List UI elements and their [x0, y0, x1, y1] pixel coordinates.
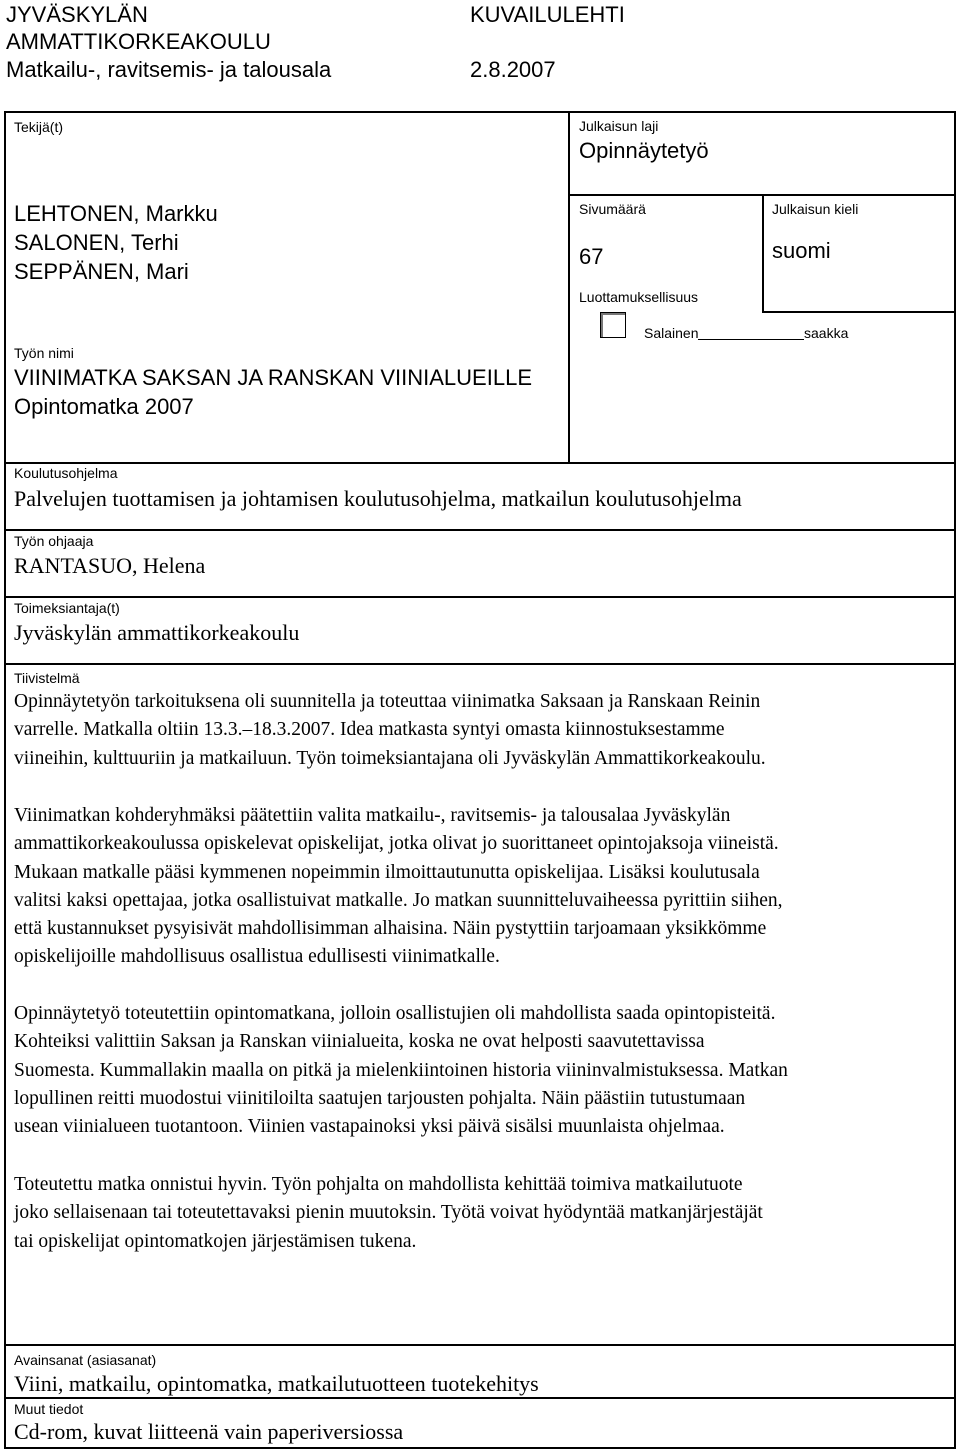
publication-type-value: Opinnäytetyö [579, 138, 709, 163]
title-line1: VIINIMATKA SAKSAN JA RANSKAN VIINIALUEILLE [14, 365, 532, 390]
abstract-line: viineihin, kulttuuriin ja matkailuun. Työn toimeksiantajana oli Jyväskylän Ammattikorkeakoulu. [14, 747, 766, 769]
other-info-value: Cd-rom, kuvat liitteenä vain paperiversiossa [14, 1419, 404, 1444]
author-3: SEPPÄNEN, Mari [14, 259, 189, 284]
info-box-divider [568, 111, 570, 464]
abstract-line: että kustannukset pysyisivät mahdollisimman alhaisina. Näin pystyttiin tarjoamaan yksikkömme [14, 918, 767, 940]
author-2: SALONEN, Terhi [14, 230, 179, 255]
commissioner-label: Toimeksiantaja(t) [14, 600, 120, 616]
language-value: suomi [772, 238, 831, 263]
abstract-line: ammattikorkeakoulussa opiskelevat opiskelijat, jotka olivat jo suorittaneet opintojaksoja viineistä. [14, 833, 779, 855]
confidentiality-label: Luottamuksellisuus [579, 289, 699, 305]
pages-label: Sivumäärä [579, 201, 646, 217]
abstract-paragraph-2 [14, 802, 948, 972]
abstract-line: Toteutettu matka onnistui hyvin. Työn pohjalta on mahdollista kehittää toimiva matkailutuote [14, 1174, 743, 1195]
title-line2: Opintomatka 2007 [14, 394, 194, 419]
supervisor-label: Työn ohjaaja [14, 533, 94, 549]
document-date: 2.8.2007 [470, 57, 556, 82]
secret-checkbox[interactable] [600, 312, 626, 338]
programme-label: Koulutusohjelma [14, 465, 118, 481]
pages-value: 67 [579, 244, 604, 269]
pages-language-divider [762, 194, 764, 312]
until-label: saakka [804, 325, 849, 341]
secret-until-field[interactable] [698, 339, 804, 340]
document-type: KUVAILULEHTI [470, 2, 625, 27]
programme-value: Palvelujen tuottamisen ja johtamisen koulutusohjelma, matkailun koulutusohjelma [14, 486, 742, 511]
abstract-label: Tiivistelmä [14, 670, 80, 686]
abstract-line: Mukaan matkalle pääsi kymmenen nopeimmin ilmoittautunutta opiskelijaa. Lisäksi koulutusala [14, 861, 760, 883]
abstract-line: Kohteiksi valittiin Saksan ja Ranskan viinialueita, koska ne ovat helposti saavutettavissa [14, 1031, 705, 1053]
abstract-line: Opinnäytetyö toteutettiin opintomatkana, jolloin osallistujien oli mahdollista saada opintopisteitä. [14, 1003, 776, 1024]
abstract-paragraph-4 [14, 1171, 948, 1256]
keywords-value: Viini, matkailu, opintomatka, matkailutuotteen tuotekehitys [14, 1371, 539, 1396]
supervisor-value: RANTASUO, Helena [14, 553, 206, 578]
title-label: Työn nimi [14, 345, 74, 361]
abstract-paragraph-1 [14, 688, 948, 773]
abstract-paragraph-3 [14, 1000, 948, 1141]
keywords-label: Avainsanat (asiasanat) [14, 1352, 157, 1368]
commissioner-value: Jyväskylän ammattikorkeakoulu [14, 620, 300, 645]
abstract-line: joko sellaisenaan tai toteutettavaksi pienin muutoksin. Työtä voivat hyödyntää matkanjärjestäjät [14, 1202, 763, 1224]
abstract-line: varrelle. Matkalla oltiin 13.3.–18.3.2007. Idea matkasta syntyi omasta kiinnostuksestamme [14, 719, 725, 741]
publication-type-label: Julkaisun laji [579, 118, 659, 134]
language-bottom-divider [762, 311, 956, 313]
abstract-line: lopullinen reitti muodostui viinitiloilta saatujen tarjousten pohjalta. Näin päästiin tutustumaan [14, 1087, 746, 1109]
abstract-line: Opinnäytetyön tarkoituksena oli suunnitella ja toteuttaa viinimatka Saksaan ja Ranskaan Reinin [14, 691, 761, 712]
abstract-line: usean viinialueen tuotantoon. Viinien vastapainoksi yksi päivä sisälsi muunlaista ohjelmaa. [14, 1116, 725, 1138]
abstract-line: Viinimatkan kohderyhmäksi päätettiin valita matkailu-, ravitsemis- ja talousalaa Jyväskylän [14, 805, 731, 826]
abstract-line: tai opiskelijat opintomatkojen järjestämisen tukena. [14, 1230, 417, 1252]
institution-name-line2: AMMATTIKORKEAKOULU [6, 29, 271, 54]
abstract-line: valitsi kaksi opettajaa, jotka osallistuivat matkalle. Jo matkan suunnitteluvaiheessa pyrittiin siihen, [14, 889, 783, 911]
abstract-line: Suomesta. Kummallakin maalla on pitkä ja mielenkiintoinen historia viininvalmistuksessa. Matkan [14, 1059, 788, 1081]
institution-name-line1: JYVÄSKYLÄN [6, 2, 148, 27]
author-1: LEHTONEN, Markku [14, 201, 218, 226]
authors-label: Tekijä(t) [14, 119, 64, 135]
secret-label: Salainen [644, 325, 699, 341]
other-info-label: Muut tiedot [14, 1401, 84, 1417]
department-name: Matkailu-, ravitsemis- ja talousala [6, 57, 332, 82]
language-label: Julkaisun kieli [772, 201, 859, 217]
abstract-line: opiskelijoille mahdollisuus osallistua edullisesti viinimatkalle. [14, 946, 500, 968]
